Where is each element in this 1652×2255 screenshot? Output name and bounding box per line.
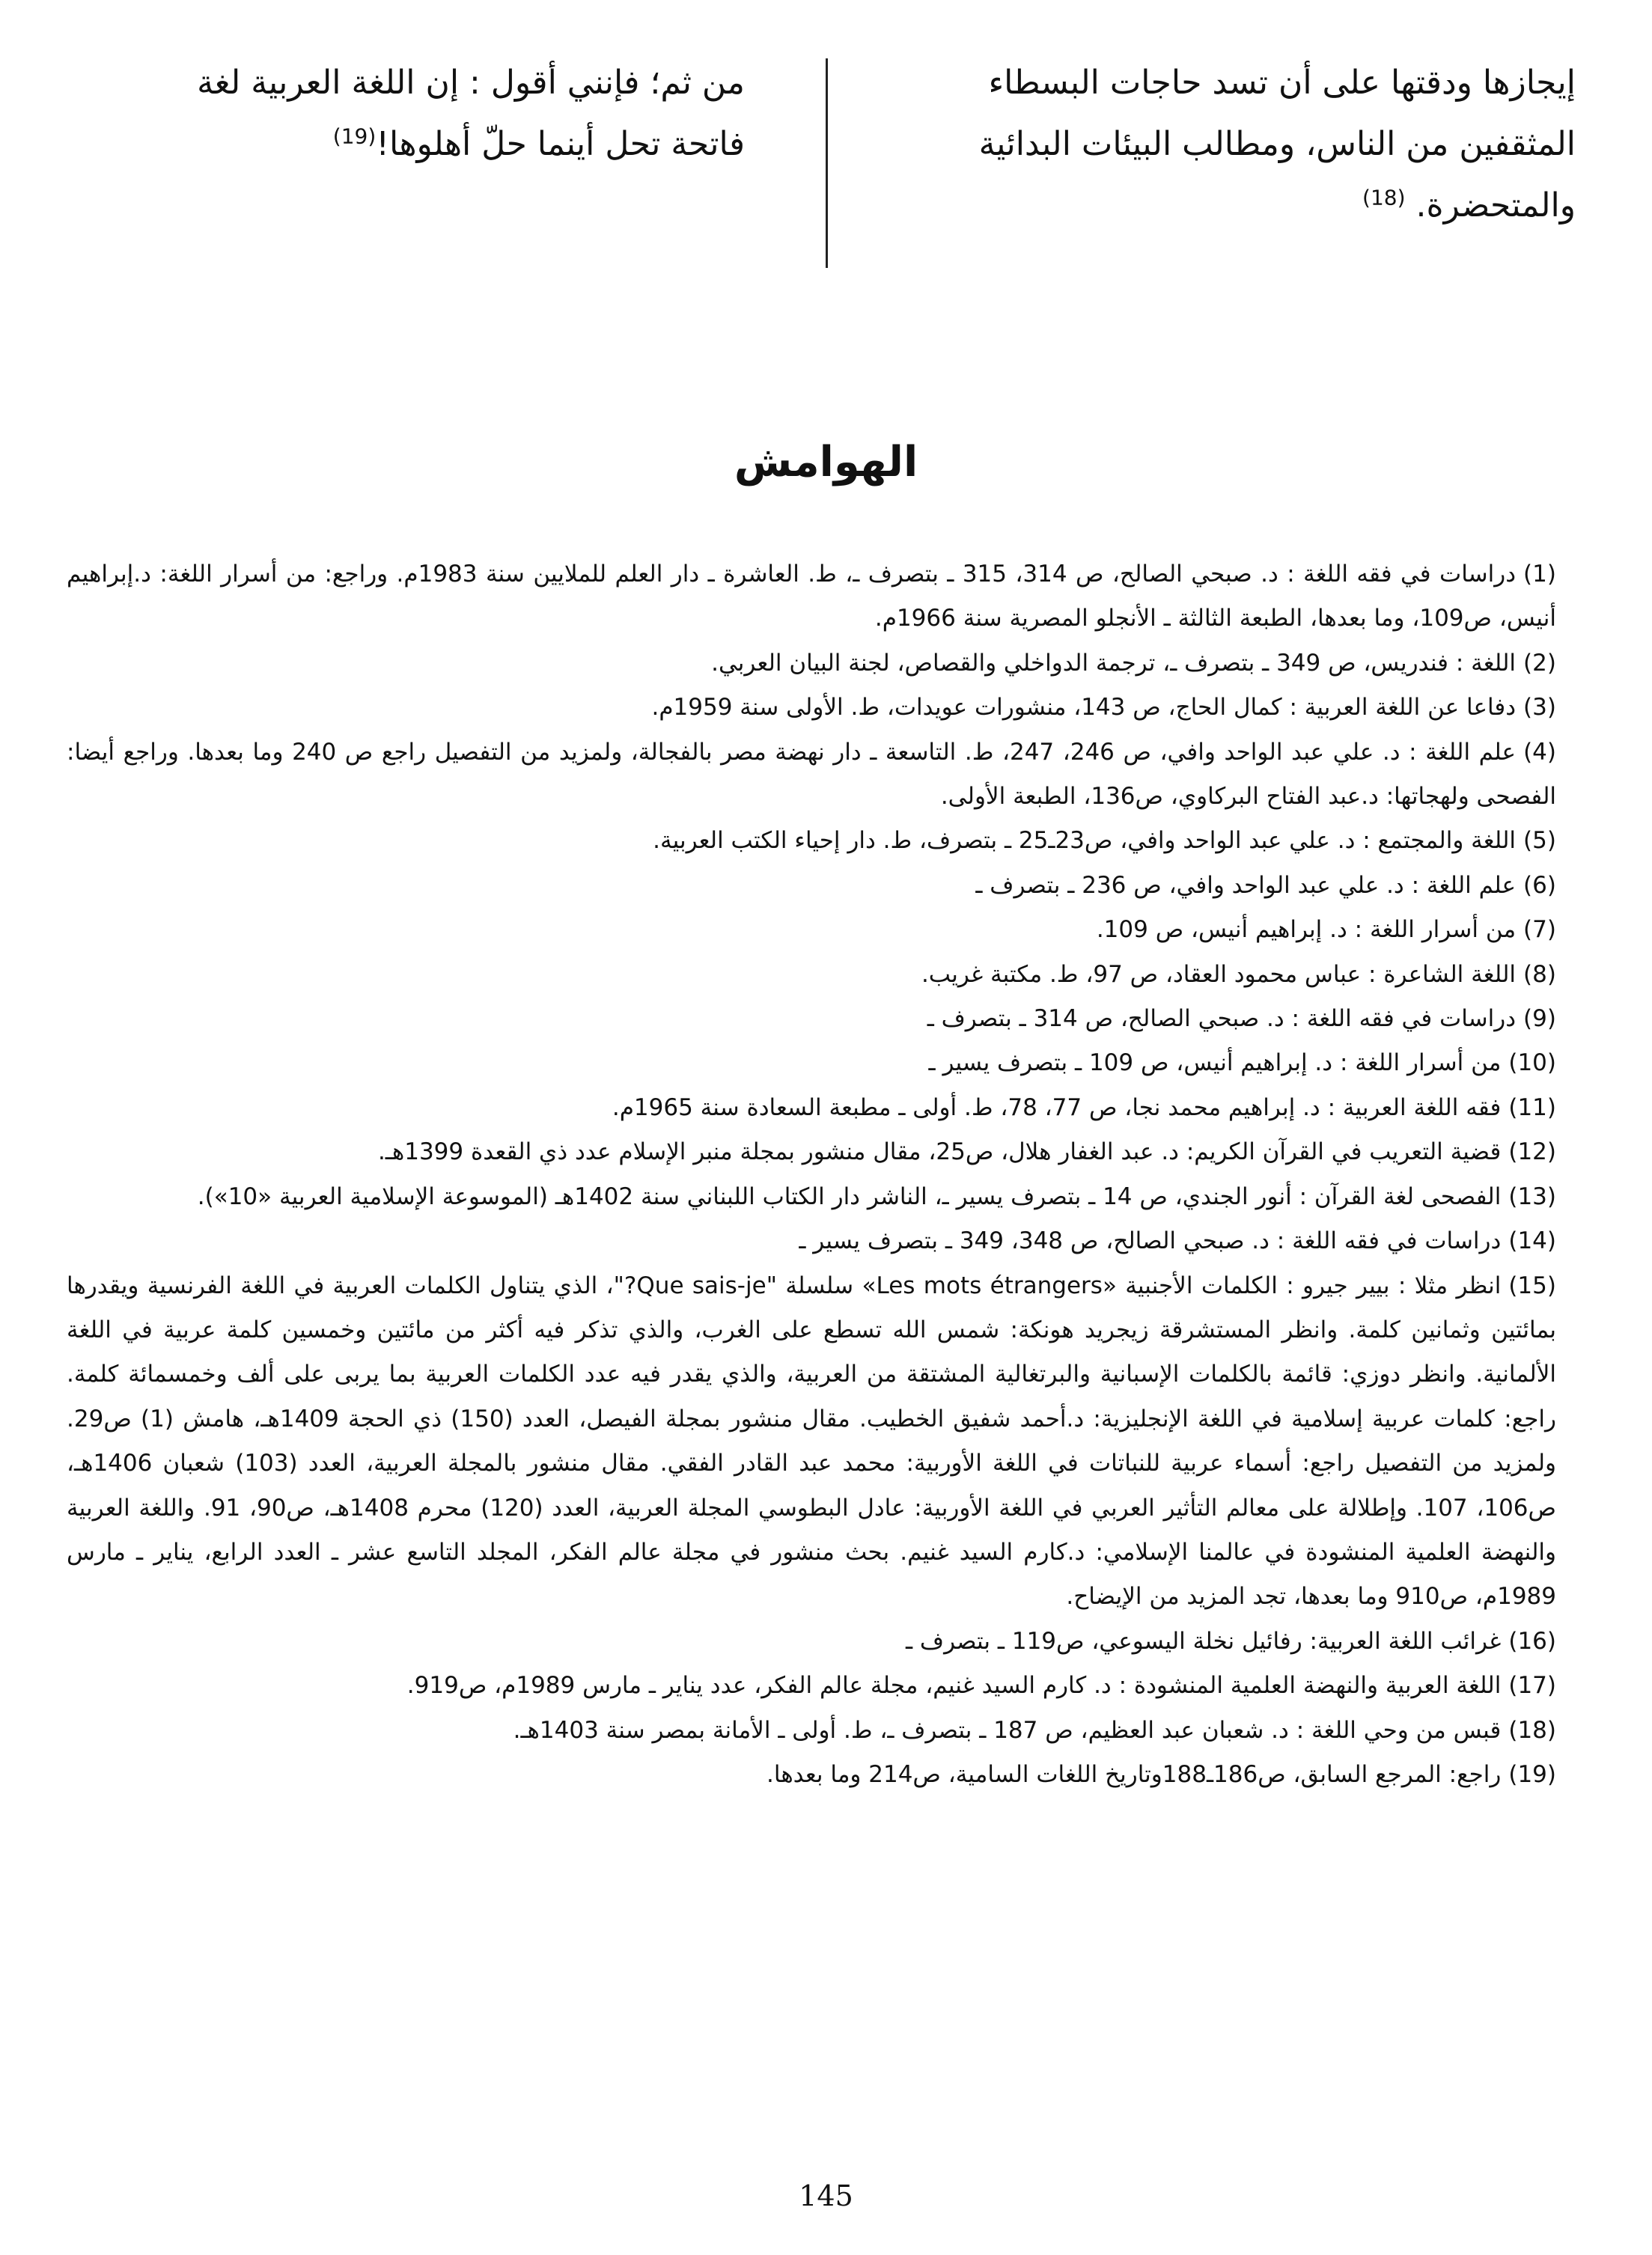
footnote-item <box>67 997 1556 1041</box>
footnote-item <box>67 1041 1556 1085</box>
footnote-number: (6) <box>1523 871 1556 899</box>
footnote-number: (17) <box>1508 1672 1556 1700</box>
footnote-number: (4) <box>1523 738 1557 766</box>
footnote-item <box>67 686 1556 730</box>
footnote-text: الفصحى لغة القرآن : أنور الجندي، ص 14 ـ بتصرف يسير ـ، الناشر دار الكتاب اللبناني سنة 1402هـ (الموسوعة الإسلامية العربية «10»). <box>197 1183 1502 1210</box>
footnote-text: دراسات في فقه اللغة : د. صبحي الصالح، ص 314، 315 ـ بتصرف ـ، ط. العاشرة ـ دار العلم للملايين سنة 1983م. وراجع: من أسرار اللغة: د.إبراهيم أنيس، ص109، وما بعدها، الطبعة الثالثة ـ الأنجلو المصرية سنة 1966م. <box>67 561 1556 632</box>
footnotes-list <box>67 552 1556 1797</box>
footnote-number: (7) <box>1523 916 1556 944</box>
footnote-number: (11) <box>1508 1093 1556 1121</box>
footnote-text: اللغة الشاعرة : عباس محمود العقاد، ص 97، ط. مكتبة غريب. <box>921 960 1517 988</box>
footnote-number: (10) <box>1508 1049 1556 1077</box>
left-text-column <box>71 52 745 175</box>
footnote-number: (5) <box>1523 827 1556 855</box>
footnote-text: دراسات في فقه اللغة : د. صبحي الصالح، ص 314 ـ بتصرف ـ <box>927 1005 1517 1033</box>
text-line: المثقفين من الناس، ومطالب البيئات البدائية <box>978 125 1576 163</box>
footnote-item <box>67 908 1556 952</box>
text-line: من ثم؛ فإنني أقول : إن اللغة العربية لغة <box>197 64 745 102</box>
text-line-body: والمتحضرة. <box>1415 186 1576 225</box>
footnote-text: انظر مثلا : بيير جيرو : الكلمات الأجنبية «Les mots étrangers» سلسلة "Que sais-je?"، الذي يتناول الكلمات العربية في اللغة الفرنسية ويقدرها بمائتين وثمانين كلمة. وانظر المستشرقة زيجريد هونكة: شمس الله تسطع على الغرب، والذي تذكر فيه أكثر من مائتين وخمسين كلمة عربية في اللغة الألمانية. وانظر دوزي: قائمة بالكلمات الإسبانية والبرتغالية المشتقة من العربية، والذي يقدر فيه عدد الكلمات العربية بما يربى على ألف وخمسمائة كلمة. راجع: كلمات عربية إسلامية في اللغة الإنجليزية: د.أحمد شفيق الخطيب. مقال منشور بمجلة الفيصل، العدد (150) ذي الحجة 1409هـ، هامش (1) ص29. ولمزيد من التفصيل راجع: أسماء عربية للنباتات في اللغة الأوربية: محمد عبد القادر الفقي. مقال منشور بالمجلة العربية، العدد (103) شعبان 1406هـ، ص106، 107. وإطلالة على معالم التأثير العربي في اللغة الأوربية: عادل البطوسي المجلة العربية، العدد (120) محرم 1408هـ، ص90، 91. واللغة العربية والنهضة العلمية المنشودة في عالمنا الإسلامي: د.كارم السيد غنيم. بحث منشور في مجلة عالم الفكر، المجلد التاسع عشر ـ العدد الرابع، يناير ـ مارس 1989م، ص910 وما بعدها، تجد المزيد من الإيضاح. <box>67 1272 1557 1611</box>
footnote-number: (9) <box>1523 1005 1556 1033</box>
text-line <box>902 175 1576 237</box>
footnote-text: اللغة والمجتمع : د. علي عبد الواحد وافي، ص23ـ25 ـ بتصرف، ط. دار إحياء الكتب العربية. <box>653 827 1517 855</box>
footnote-item <box>67 1620 1556 1664</box>
footnote-reference[interactable]: (19) <box>332 123 377 149</box>
footnote-item <box>67 1086 1556 1130</box>
footnote-item <box>67 641 1556 686</box>
footnote-text: فقه اللغة العربية : د. إبراهيم محمد نجا، ص 77، 78، ط. أولى ـ مطبعة السعادة سنة 1965م. <box>612 1093 1502 1121</box>
footnote-text: علم اللغة : د. علي عبد الواحد وافي، ص 236 ـ بتصرف ـ <box>975 871 1517 899</box>
footnote-text: اللغة : فندريس، ص 349 ـ بتصرف ـ، ترجمة الدواخلي والقصاص، لجنة البيان العربي. <box>711 649 1517 677</box>
right-text-column <box>902 52 1576 237</box>
footnote-text: قبس من وحي اللغة : د. شعبان عبد العظيم، ص 187 ـ بتصرف ـ، ط. أولى ـ الأمانة بمصر سنة 1403هـ. <box>513 1716 1502 1744</box>
footnote-item <box>67 1709 1556 1753</box>
footnote-text: غرائب اللغة العربية: رفائيل نخلة اليسوعي، ص119 ـ بتصرف ـ <box>906 1627 1502 1655</box>
column-divider <box>826 58 828 268</box>
footnote-number: (3) <box>1523 694 1556 721</box>
footnote-number: (18) <box>1508 1716 1556 1744</box>
footnote-item <box>67 1264 1556 1620</box>
footnote-item <box>67 819 1556 863</box>
footnote-text: علم اللغة : د. علي عبد الواحد وافي، ص 246، 247، ط. التاسعة ـ دار نهضة مصر بالفجالة، ولمزيد من التفصيل راجع ص 240 وما بعدها. وراجع أيضا: الفصحى ولهجاتها: د.عبد الفتاح البركاوي، ص136، الطبعة الأولى. <box>67 738 1556 811</box>
footnote-number: (16) <box>1508 1627 1556 1655</box>
text-line: إيجازها ودقتها على أن تسد حاجات البسطاء <box>988 64 1576 102</box>
footnote-item <box>67 1130 1556 1174</box>
footnote-text: من أسرار اللغة : د. إبراهيم أنيس، ص 109 ـ بتصرف يسير ـ <box>928 1049 1502 1077</box>
footnote-number: (1) <box>1523 561 1556 588</box>
footnote-item <box>67 864 1556 908</box>
footnote-text: قضية التعريب في القرآن الكريم: د. عبد الغفار هلال، ص25، مقال منشور بمجلة منبر الإسلام عدد ذي القعدة 1399هـ. <box>377 1138 1502 1166</box>
footnote-text: راجع: المرجع السابق، ص186ـ188وتاريخ اللغات السامية، ص214 وما بعدها. <box>766 1760 1502 1788</box>
footnote-item <box>67 1664 1556 1708</box>
footnote-item <box>67 1175 1556 1219</box>
footnote-text: دفاعا عن اللغة العربية : كمال الحاج، ص 143، منشورات عويدات، ط. الأولى سنة 1959م. <box>651 694 1517 721</box>
footnote-text: دراسات في فقه اللغة : د. صبحي الصالح، ص 348، 349 ـ بتصرف يسير ـ <box>799 1227 1502 1255</box>
footnote-number: (19) <box>1508 1760 1556 1788</box>
footnote-item <box>67 953 1556 997</box>
footnote-reference[interactable]: (18) <box>1362 185 1406 210</box>
footnote-number: (13) <box>1508 1183 1556 1210</box>
footnote-item <box>67 1219 1556 1263</box>
section-heading: الهوامش <box>734 438 918 486</box>
footnote-number: (12) <box>1508 1138 1556 1166</box>
footnote-item <box>67 730 1556 820</box>
page-number: 145 <box>799 2179 853 2212</box>
footnote-number: (2) <box>1523 649 1556 677</box>
footnote-item <box>67 552 1556 641</box>
footnote-text: من أسرار اللغة : د. إبراهيم أنيس، ص 109. <box>1096 916 1517 944</box>
footnote-text: اللغة العربية والنهضة العلمية المنشودة : د. كارم السيد غنيم، مجلة عالم الفكر، عدد يناير ـ مارس 1989م، ص919. <box>406 1672 1502 1700</box>
body-text-columns <box>71 52 1576 277</box>
footnote-number: (15) <box>1508 1272 1556 1299</box>
footnote-number: (8) <box>1523 960 1556 988</box>
footnote-item <box>67 1753 1556 1797</box>
text-line-body: فاتحة تحل أينما حلّ أهلوها! <box>376 125 745 163</box>
footnote-number: (14) <box>1508 1227 1556 1255</box>
text-line <box>71 114 745 175</box>
